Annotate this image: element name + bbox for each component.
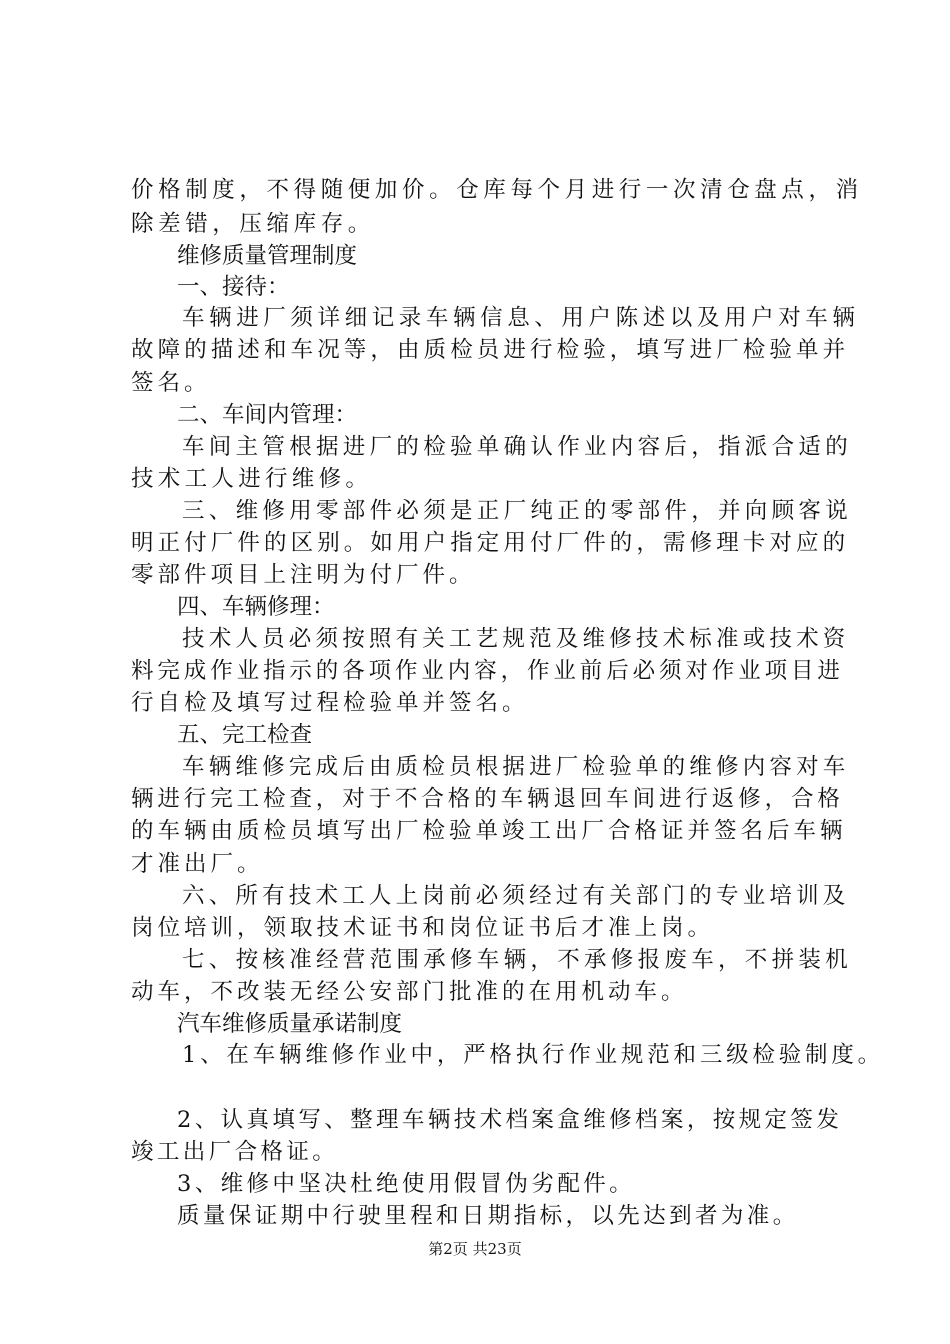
section-heading: 维修质量管理制度 [177, 243, 358, 269]
section-heading: 一、接待： [177, 274, 290, 300]
text-line: 明正付厂件的区别。如用户指定用付厂件的，需修理卡对应的 [131, 530, 850, 556]
text-line: 零部件项目上注明为付厂件。 [131, 562, 476, 588]
section-heading: 四、车辆修理： [177, 594, 335, 620]
text-line: 竣工出厂合格证。 [131, 1139, 339, 1165]
text-line: 辆进行完工检查，对于不合格的车辆退回车间进行返修，合格 [131, 786, 844, 812]
text-line: 七、按核准经营范围承修车辆，不承修报废车，不拼装机 [182, 947, 853, 973]
section-heading: 五、完工检查 [177, 722, 313, 748]
text-line: 签名。 [131, 370, 211, 396]
text-line: 车间主管根据进厂的检验单确认作业内容后，指派合适的 [182, 434, 853, 460]
text-line: 三、维修用零部件必须是正厂纯正的零部件，并向顾客说 [182, 498, 853, 524]
page-number-footer: 第2页 共23页 [428, 1240, 522, 1258]
text-line: 3、维修中坚决杜绝使用假冒伪劣配件。 [177, 1171, 636, 1197]
text-line: 才准出厂。 [131, 851, 264, 877]
text-line: 除差错，压缩库存。 [131, 211, 375, 237]
text-line: 价格制度，不得随便加价。仓库每个月进行一次清仓盘点，消 [131, 177, 863, 203]
text-line: 料完成作业指示的各项作业内容，作业前后必须对作业项目进 [131, 658, 844, 684]
text-line: 故障的描述和车况等，由质检员进行检验，填写进厂检验单并 [131, 337, 850, 363]
text-line: 2、认真填写、整理车辆技术档案盒维修档案，按规定签发 [177, 1107, 843, 1133]
text-line: 车辆进厂须详细记录车辆信息、用户陈述以及用户对车辆 [182, 305, 860, 331]
text-line: 质量保证期中行驶里程和日期指标，以先达到者为准。 [177, 1203, 799, 1229]
text-line: 岗位培训，领取技术证书和岗位证书后才准上岗。 [131, 915, 715, 941]
section-heading: 汽车维修质量承诺制度 [177, 1011, 403, 1037]
section-heading: 二、车间内管理： [177, 402, 358, 428]
text-line: 1、在车辆维修作业中，严格执行作业规范和三级检验制度。 [182, 1042, 884, 1068]
text-line: 车辆维修完成后由质检员根据进厂检验单的维修内容对车 [182, 754, 850, 780]
text-line: 六、所有技术工人上岗前必须经过有关部门的专业培训及 [182, 883, 850, 909]
text-line: 的车辆由质检员填写出厂检验单竣工出厂合格证并签名后车辆 [131, 818, 847, 844]
text-line: 行自检及填写过程检验单并签名。 [131, 690, 529, 716]
text-line: 动车，不改装无经公安部门批准的在用机动车。 [131, 979, 688, 1005]
text-line: 技术人员必须按照有关工艺规范及维修技术标准或技术资 [182, 626, 850, 652]
text-line: 技术工人进行维修。 [131, 466, 373, 492]
